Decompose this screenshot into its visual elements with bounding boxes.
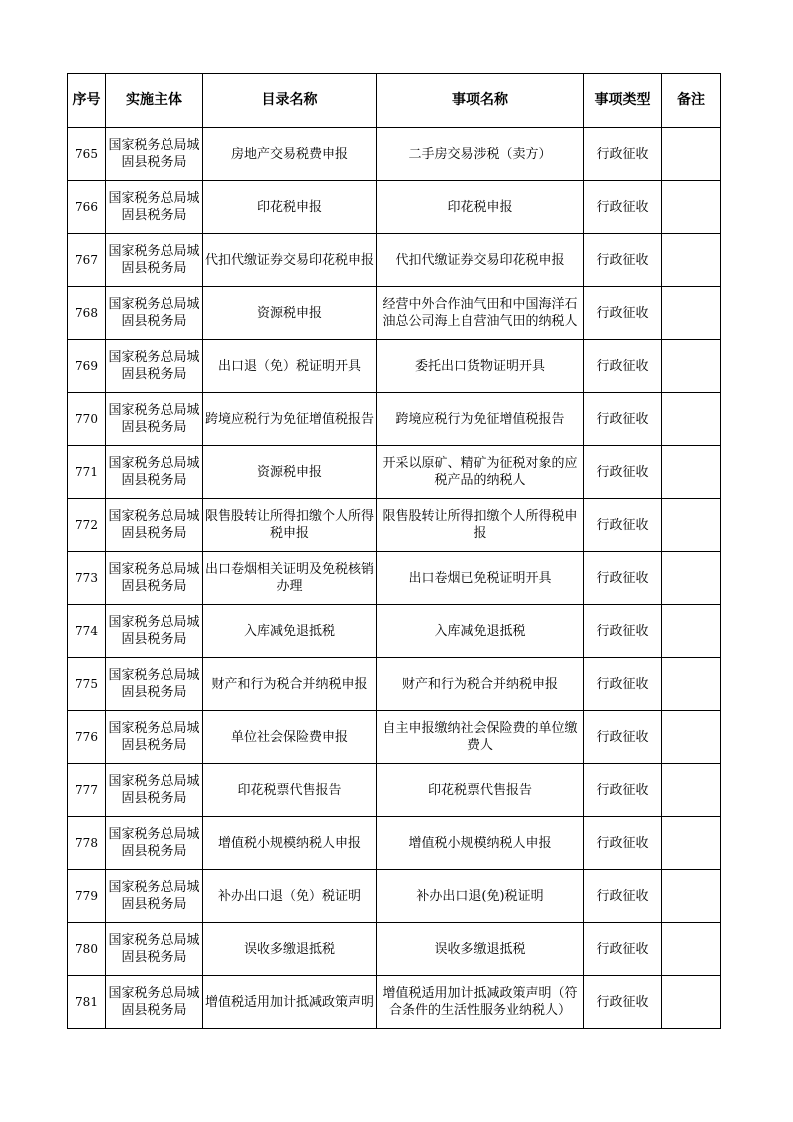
cell-seq: 773: [68, 552, 106, 605]
cell-type: 行政征收: [584, 923, 662, 976]
cell-note: [662, 711, 721, 764]
cell-item: 出口卷烟已免税证明开具: [377, 552, 584, 605]
table-row: [68, 287, 721, 340]
cell-seq: 777: [68, 764, 106, 817]
cell-subject: 国家税务总局城固县税务局: [106, 658, 203, 711]
cell-note: [662, 181, 721, 234]
cell-note: [662, 605, 721, 658]
table-row: [68, 446, 721, 499]
cell-seq: 774: [68, 605, 106, 658]
table-row: [68, 923, 721, 976]
cell-subject: 国家税务总局城固县税务局: [106, 234, 203, 287]
cell-type: 行政征收: [584, 393, 662, 446]
cell-type: 行政征收: [584, 499, 662, 552]
cell-subject: 国家税务总局城固县税务局: [106, 817, 203, 870]
tax-items-table: [67, 73, 721, 1029]
table-row: [68, 976, 721, 1029]
header-type: 事项类型: [584, 74, 662, 128]
cell-note: [662, 817, 721, 870]
cell-item: 误收多缴退抵税: [377, 923, 584, 976]
cell-item: 印花税票代售报告: [377, 764, 584, 817]
cell-type: 行政征收: [584, 711, 662, 764]
cell-type: 行政征收: [584, 446, 662, 499]
cell-seq: 771: [68, 446, 106, 499]
cell-seq: 772: [68, 499, 106, 552]
cell-catalog: 代扣代缴证券交易印花税申报: [203, 234, 377, 287]
cell-type: 行政征收: [584, 764, 662, 817]
cell-type: 行政征收: [584, 658, 662, 711]
table-row: [68, 817, 721, 870]
cell-note: [662, 340, 721, 393]
cell-type: 行政征收: [584, 605, 662, 658]
cell-seq: 775: [68, 658, 106, 711]
cell-note: [662, 499, 721, 552]
table-row: [68, 499, 721, 552]
table-row: [68, 181, 721, 234]
cell-note: [662, 234, 721, 287]
cell-note: [662, 923, 721, 976]
cell-catalog: 资源税申报: [203, 446, 377, 499]
cell-subject: 国家税务总局城固县税务局: [106, 923, 203, 976]
cell-type: 行政征收: [584, 870, 662, 923]
cell-note: [662, 128, 721, 181]
cell-catalog: 限售股转让所得扣缴个人所得税申报: [203, 499, 377, 552]
cell-type: 行政征收: [584, 976, 662, 1029]
cell-note: [662, 393, 721, 446]
cell-subject: 国家税务总局城固县税务局: [106, 764, 203, 817]
cell-catalog: 增值税适用加计抵减政策声明: [203, 976, 377, 1029]
cell-seq: 776: [68, 711, 106, 764]
cell-type: 行政征收: [584, 234, 662, 287]
cell-catalog: 补办出口退（免）税证明: [203, 870, 377, 923]
cell-type: 行政征收: [584, 181, 662, 234]
cell-type: 行政征收: [584, 552, 662, 605]
cell-subject: 国家税务总局城固县税务局: [106, 128, 203, 181]
cell-item: 委托出口货物证明开具: [377, 340, 584, 393]
cell-seq: 766: [68, 181, 106, 234]
table-row: [68, 764, 721, 817]
cell-item: 开采以原矿、精矿为征税对象的应税产品的纳税人: [377, 446, 584, 499]
cell-subject: 国家税务总局城固县税务局: [106, 605, 203, 658]
cell-seq: 769: [68, 340, 106, 393]
cell-note: [662, 976, 721, 1029]
cell-note: [662, 552, 721, 605]
cell-type: 行政征收: [584, 340, 662, 393]
cell-seq: 779: [68, 870, 106, 923]
cell-seq: 768: [68, 287, 106, 340]
cell-type: 行政征收: [584, 817, 662, 870]
cell-subject: 国家税务总局城固县税务局: [106, 181, 203, 234]
header-note: 备注: [662, 74, 721, 128]
cell-item: 经营中外合作油气田和中国海洋石油总公司海上自营油气田的纳税人: [377, 287, 584, 340]
cell-subject: 国家税务总局城固县税务局: [106, 340, 203, 393]
cell-type: 行政征收: [584, 128, 662, 181]
cell-subject: 国家税务总局城固县税务局: [106, 287, 203, 340]
cell-item: 限售股转让所得扣缴个人所得税申报: [377, 499, 584, 552]
header-subject: 实施主体: [106, 74, 203, 128]
cell-item: 印花税申报: [377, 181, 584, 234]
cell-catalog: 出口卷烟相关证明及免税核销办理: [203, 552, 377, 605]
cell-item: 补办出口退(免)税证明: [377, 870, 584, 923]
cell-note: [662, 870, 721, 923]
cell-catalog: 入库减免退抵税: [203, 605, 377, 658]
cell-catalog: 印花税票代售报告: [203, 764, 377, 817]
cell-item: 自主申报缴纳社会保险费的单位缴费人: [377, 711, 584, 764]
table-row: [68, 552, 721, 605]
cell-subject: 国家税务总局城固县税务局: [106, 393, 203, 446]
cell-seq: 781: [68, 976, 106, 1029]
table-row: [68, 870, 721, 923]
header-item: 事项名称: [377, 74, 584, 128]
cell-subject: 国家税务总局城固县税务局: [106, 711, 203, 764]
cell-note: [662, 287, 721, 340]
cell-subject: 国家税务总局城固县税务局: [106, 976, 203, 1029]
table-row: [68, 340, 721, 393]
cell-catalog: 单位社会保险费申报: [203, 711, 377, 764]
cell-catalog: 出口退（免）税证明开具: [203, 340, 377, 393]
cell-subject: 国家税务总局城固县税务局: [106, 499, 203, 552]
cell-note: [662, 764, 721, 817]
table-row: [68, 711, 721, 764]
cell-seq: 778: [68, 817, 106, 870]
cell-subject: 国家税务总局城固县税务局: [106, 870, 203, 923]
cell-catalog: 房地产交易税费申报: [203, 128, 377, 181]
cell-item: 二手房交易涉税（卖方）: [377, 128, 584, 181]
table-row: [68, 658, 721, 711]
cell-note: [662, 446, 721, 499]
cell-catalog: 财产和行为税合并纳税申报: [203, 658, 377, 711]
header-seq: 序号: [68, 74, 106, 128]
header-row: [68, 74, 721, 128]
table-body: [68, 128, 721, 1029]
cell-catalog: 增值税小规模纳税人申报: [203, 817, 377, 870]
table-row: [68, 393, 721, 446]
cell-subject: 国家税务总局城固县税务局: [106, 446, 203, 499]
cell-type: 行政征收: [584, 287, 662, 340]
cell-subject: 国家税务总局城固县税务局: [106, 552, 203, 605]
cell-seq: 767: [68, 234, 106, 287]
cell-item: 入库减免退抵税: [377, 605, 584, 658]
table-row: [68, 234, 721, 287]
cell-item: 代扣代缴证券交易印花税申报: [377, 234, 584, 287]
cell-item: 跨境应税行为免征增值税报告: [377, 393, 584, 446]
cell-seq: 770: [68, 393, 106, 446]
cell-item: 增值税小规模纳税人申报: [377, 817, 584, 870]
cell-catalog: 跨境应税行为免征增值税报告: [203, 393, 377, 446]
cell-seq: 765: [68, 128, 106, 181]
cell-catalog: 误收多缴退抵税: [203, 923, 377, 976]
cell-seq: 780: [68, 923, 106, 976]
header-catalog: 目录名称: [203, 74, 377, 128]
cell-catalog: 资源税申报: [203, 287, 377, 340]
table-row: [68, 128, 721, 181]
cell-catalog: 印花税申报: [203, 181, 377, 234]
cell-note: [662, 658, 721, 711]
cell-item: 增值税适用加计抵减政策声明（符合条件的生活性服务业纳税人）: [377, 976, 584, 1029]
cell-item: 财产和行为税合并纳税申报: [377, 658, 584, 711]
table-row: [68, 605, 721, 658]
